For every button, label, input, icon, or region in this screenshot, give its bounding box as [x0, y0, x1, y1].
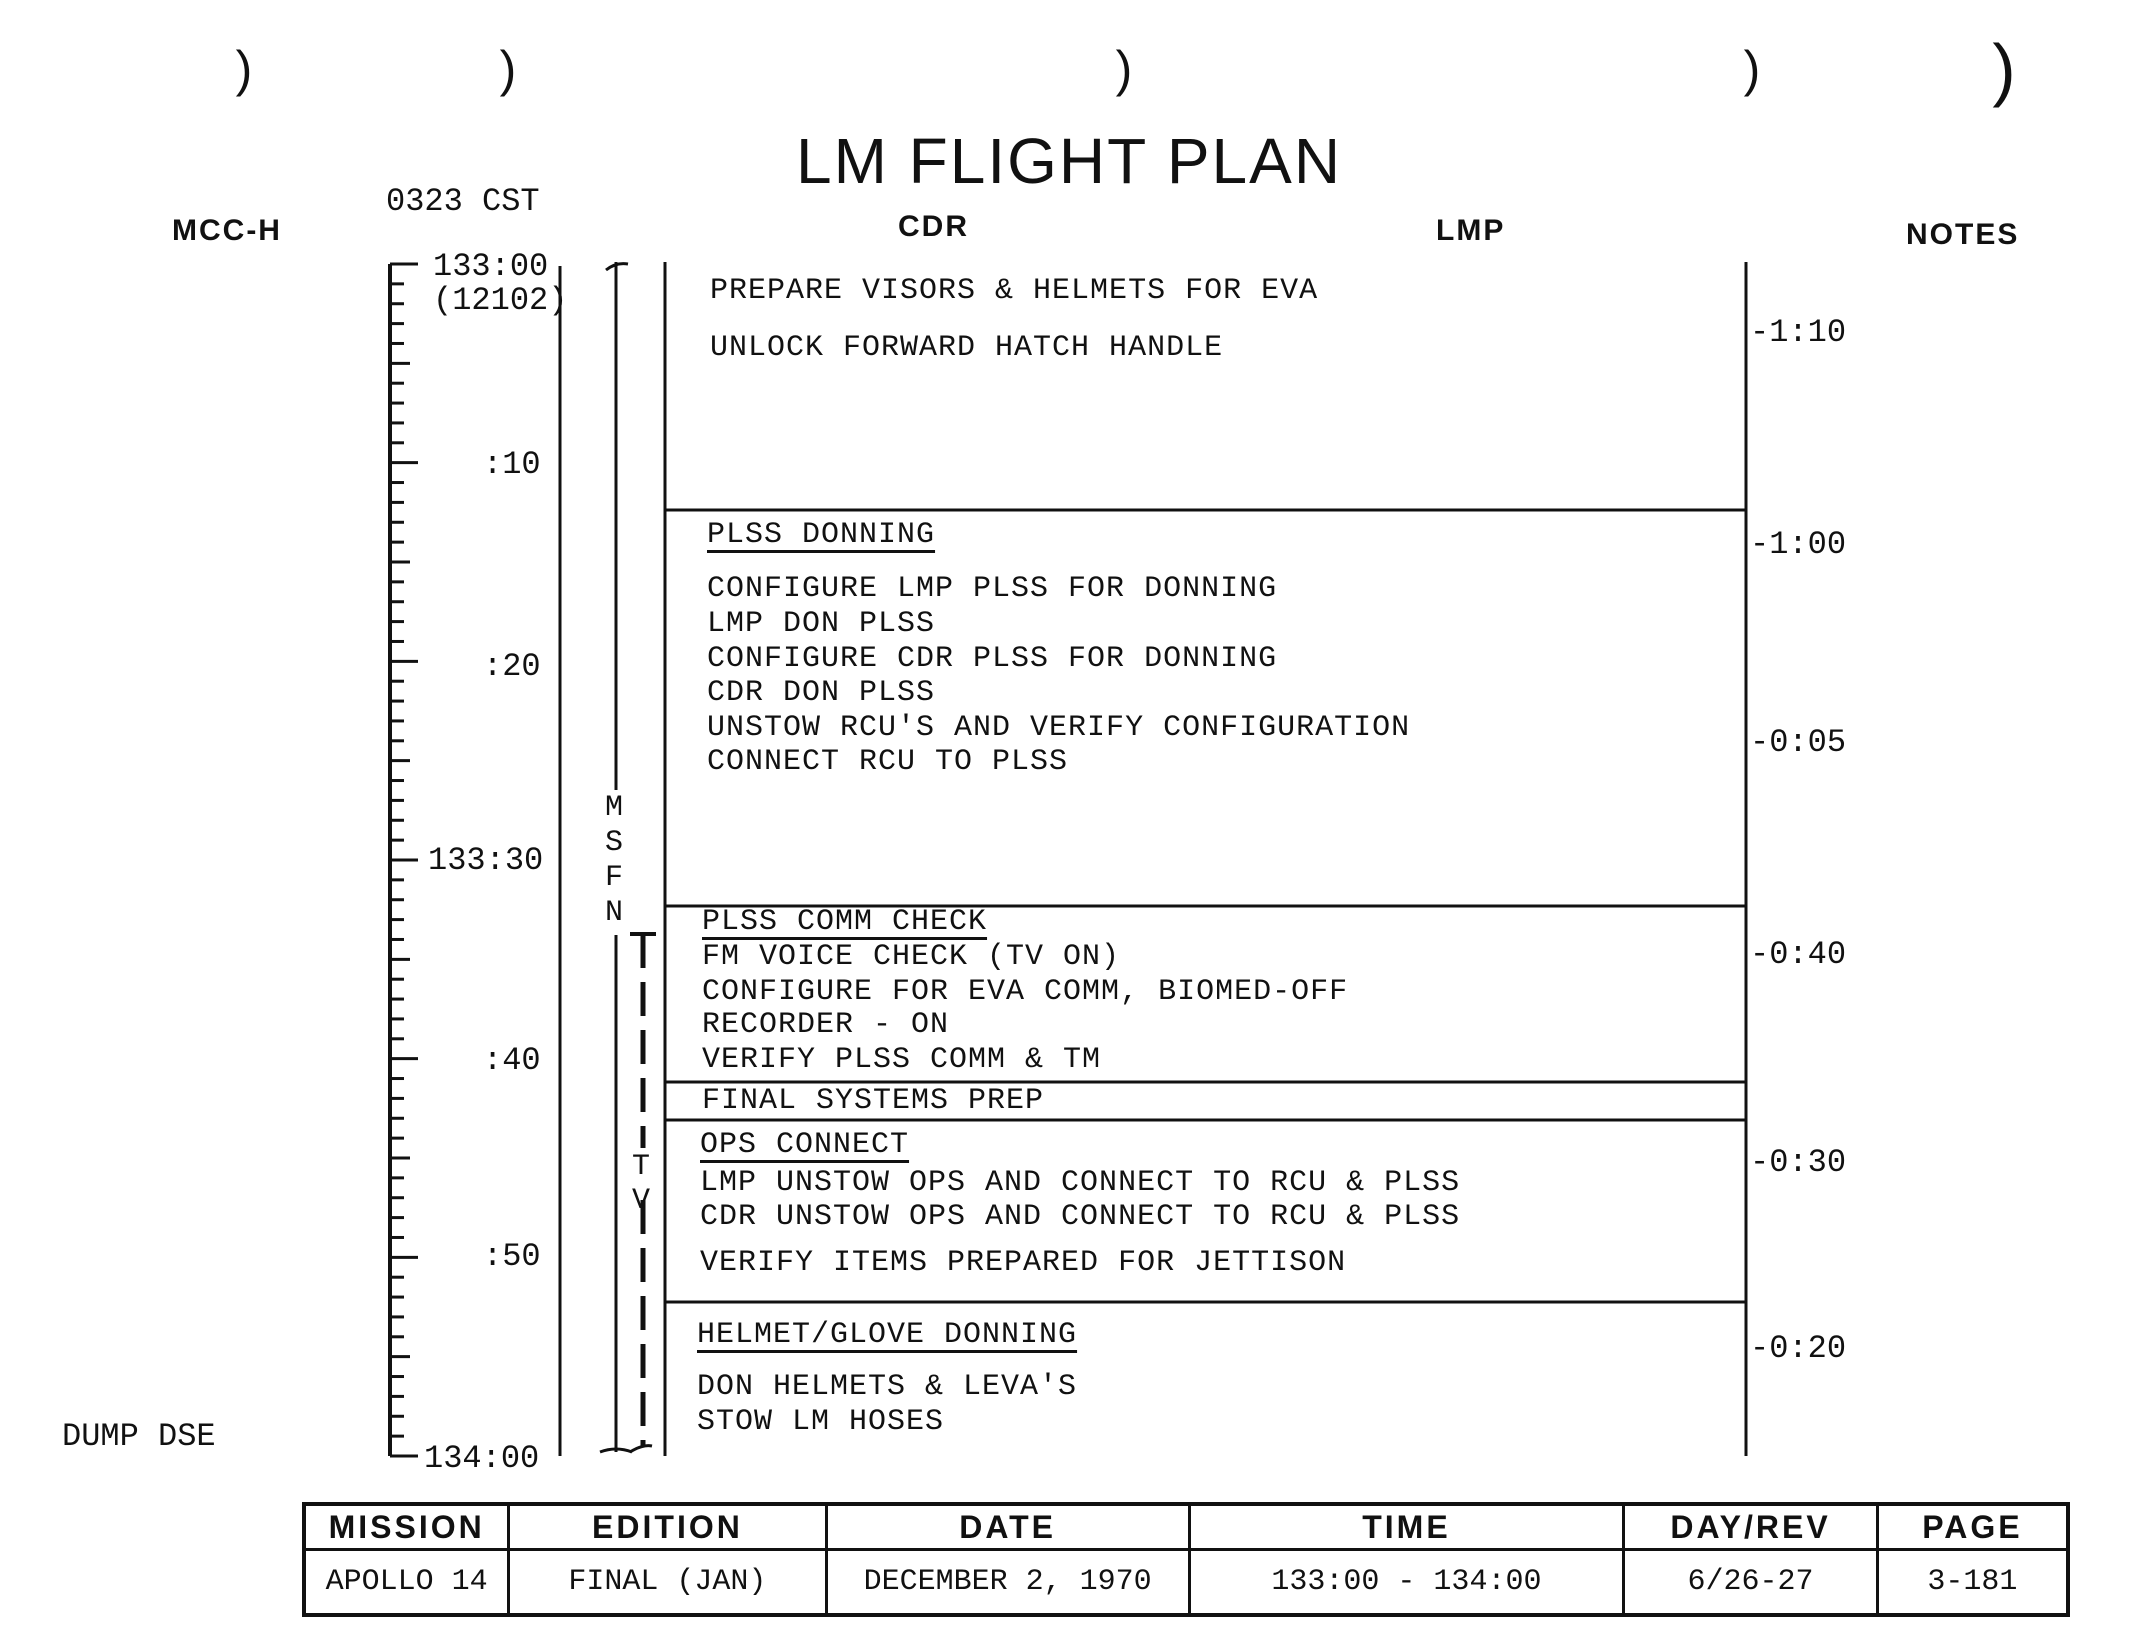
footer-header-date: DATE	[826, 1504, 1189, 1550]
activity-line: PREPARE VISORS & HELMETS FOR EVA	[710, 274, 1319, 308]
note-time: -0:30	[1750, 1144, 1847, 1181]
footer-table	[302, 1502, 2070, 1617]
activity-heading: HELMET/GLOVE DONNING	[697, 1318, 1078, 1352]
activity-line: CDR UNSTOW OPS AND CONNECT TO RCU & PLSS	[700, 1200, 1461, 1234]
activity-line: CDR DON PLSS	[707, 676, 936, 710]
tv-label-letter: T	[632, 1150, 652, 1184]
activity-heading: PLSS DONNING	[707, 518, 936, 552]
footer-header-edition: EDITION	[509, 1504, 826, 1550]
activity-line: STOW LM HOSES	[697, 1405, 945, 1439]
time-label: :40	[483, 1042, 541, 1079]
activity-line: VERIFY ITEMS PREPARED FOR JETTISON	[700, 1246, 1347, 1280]
note-time: -0:20	[1750, 1330, 1847, 1367]
footer-value-date: DECEMBER 2, 1970	[826, 1550, 1189, 1616]
footer-value-mission: APOLLO 14	[304, 1550, 509, 1616]
column-header-mcc-h: MCC-H	[172, 214, 282, 247]
activity-line: UNSTOW RCU'S AND VERIFY CONFIGURATION	[707, 711, 1411, 745]
activity-line: CONFIGURE LMP PLSS FOR DONNING	[707, 572, 1278, 606]
time-label: 133:30	[428, 842, 544, 879]
note-time: -1:00	[1750, 526, 1847, 563]
activity-heading: OPS CONNECT	[700, 1128, 910, 1162]
msfn-label-letter: S	[605, 826, 625, 860]
column-header-notes: NOTES	[1906, 218, 2020, 251]
time-label: :50	[483, 1238, 541, 1275]
note-time: -0:40	[1750, 936, 1847, 973]
binder-hole-mark: )	[1992, 30, 2016, 108]
note-time: -1:10	[1750, 314, 1847, 351]
msfn-label-letter: F	[605, 861, 625, 895]
time-label: :10	[483, 446, 541, 483]
note-time: -0:05	[1750, 724, 1847, 761]
footer-value-edition: FINAL (JAN)	[509, 1550, 826, 1616]
time-label-rev: (12102)	[433, 282, 568, 319]
binder-hole-mark: )	[235, 41, 253, 97]
activity-heading: FINAL SYSTEMS PREP	[702, 1084, 1045, 1118]
activity-line: CONFIGURE FOR EVA COMM, BIOMED-OFF	[702, 975, 1349, 1009]
activity-heading: PLSS COMM CHECK	[702, 905, 988, 939]
activity-line: VERIFY PLSS COMM & TM	[702, 1043, 1102, 1077]
column-header-lmp: LMP	[1436, 214, 1506, 247]
page-title: LM FLIGHT PLAN	[795, 125, 1343, 197]
time-label-start: 133:00	[433, 248, 549, 285]
column-header-cdr: CDR	[898, 210, 969, 243]
binder-hole-mark: )	[499, 41, 517, 97]
activity-line: LMP DON PLSS	[707, 607, 936, 641]
msfn-label-letter: N	[605, 896, 625, 930]
binder-hole-mark: )	[1115, 41, 1133, 97]
activity-line: RECORDER - ON	[702, 1008, 950, 1042]
footer-header-mission: MISSION	[304, 1504, 509, 1550]
footer-header-time: TIME	[1189, 1504, 1624, 1550]
activity-line: CONNECT RCU TO PLSS	[707, 745, 1069, 779]
footer-value-time: 133:00 - 134:00	[1189, 1550, 1624, 1616]
footer-header-page: PAGE	[1877, 1504, 2068, 1550]
activity-line: DON HELMETS & LEVA'S	[697, 1370, 1078, 1404]
footer-value-day-rev: 6/26-27	[1624, 1550, 1878, 1616]
footer-value-page: 3-181	[1877, 1550, 2068, 1616]
mcc-note: DUMP DSE	[62, 1418, 216, 1455]
time-label: :20	[483, 648, 541, 685]
footer-header-day-rev: DAY/REV	[1624, 1504, 1878, 1550]
activity-line: LMP UNSTOW OPS AND CONNECT TO RCU & PLSS	[700, 1166, 1461, 1200]
activity-line: CONFIGURE CDR PLSS FOR DONNING	[707, 642, 1278, 676]
msfn-label-letter: M	[605, 791, 625, 825]
binder-hole-mark: )	[1743, 41, 1761, 97]
time-label-end: 134:00	[424, 1440, 540, 1477]
activity-line: FM VOICE CHECK (TV ON)	[702, 940, 1121, 974]
time-zone-label: 0323 CST	[386, 183, 540, 220]
tv-label-letter: V	[632, 1184, 652, 1218]
activity-line: UNLOCK FORWARD HATCH HANDLE	[710, 331, 1224, 365]
